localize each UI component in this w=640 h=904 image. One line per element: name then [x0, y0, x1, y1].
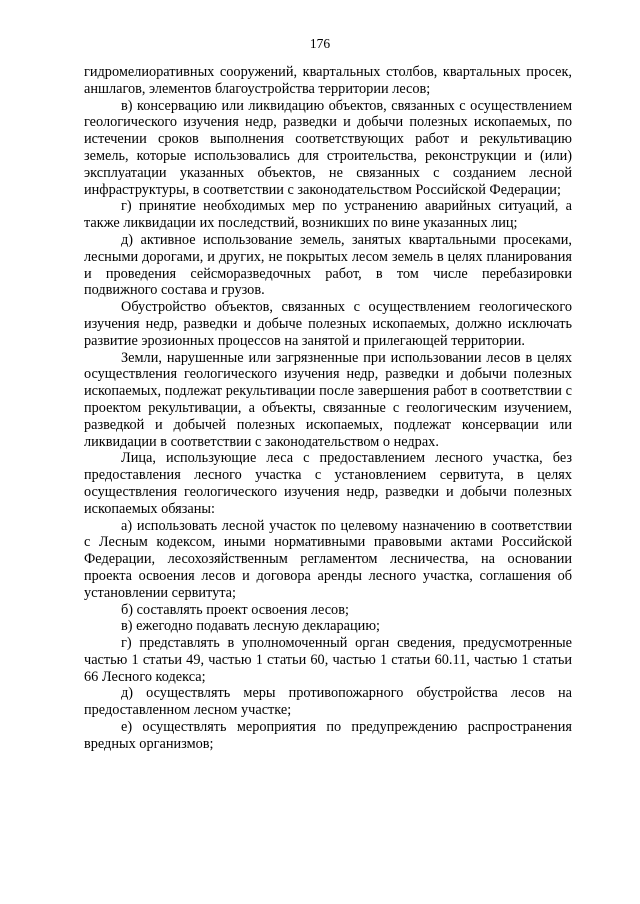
paragraph-item-d: д) активное использование земель, занятых квартальными просеками, лесными дорогами, и других, не покрытых лесом земель в целях планирования и проведения сейсморазведочных работ, в том числе перебазировки подвижного состава и грузов. [84, 231, 572, 299]
obligation-item-b: б) составлять проект освоения лесов; [121, 601, 349, 618]
paragraph-item-v: в) консервацию или ликвидацию объектов, связанных с осуществлением геологического изучения недр, разведки и добычи полезных ископаемых, по истечении сроков выполнения соответствующих работ и рекультивацию земель, которые использовались для строительства, реконструкции и (или) эксплуатации указанных объектов, не связанных с созданием лесной инфраструктуры, в соответствии с законодательством Российской Федерации; [84, 97, 572, 198]
paragraph-obligations-intro: Лица, использующие леса с предоставлением лесного участка, без предоставления лесного участка с установлением сервитута, в целях осуществления геологического изучения недр, разведки и добычи полезных ископаемых обязаны: [84, 450, 572, 517]
obligation-item-g: г) представлять в уполномоченный орган сведения, предусмотренные частью 1 статьи 49, частью 1 статьи 60, частью 1 статьи 60.11, частью 1 статьи 66 Лесного кодекса; [84, 635, 572, 685]
paragraph-item-g: г) принятие необходимых мер по устранению аварийных ситуаций, а также ликвидации их последствий, возникших по вине указанных лиц; [84, 198, 572, 232]
obligation-item-d: д) осуществлять меры противопожарного обустройства лесов на предоставленном лесном участке; [84, 685, 572, 719]
obligation-item-e: е) осуществлять мероприятия по предупреждению распространения вредных организмов; [84, 719, 572, 752]
paragraph-continuation: гидромелиоративных сооружений, квартальных столбов, квартальных просек, аншлагов, элементов благоустройства территории лесов; [84, 64, 572, 97]
document-body [84, 64, 572, 753]
paragraph-disturbed-lands: Земли, нарушенные или загрязненные при использовании лесов в целях осуществления геологического изучения недр, разведки и добычи полезных ископаемых, подлежат рекультивации после завершения работ в соответствии с проектом рекультивации, а объекты, связанные с геологическим изучением, разведкой и добычей полезных ископаемых, подлежат консервации или ликвидации в соответствии с законодательством о недрах. [84, 349, 572, 450]
page-number: 176 [309, 36, 331, 51]
obligation-item-v: в) ежегодно подавать лесную декларацию; [121, 618, 380, 635]
paragraph-arrangement: Обустройство объектов, связанных с осуществлением геологического изучения недр, разведки и добыче полезных ископаемых, должно исключать развитие эрозионных процессов на занятой и прилегающей территории. [84, 299, 572, 349]
obligation-item-a: а) использовать лесной участок по целевому назначению в соответствии с Лесным кодексом, иными нормативными правовыми актами Российской Федерации, лесохозяйственным регламентом лесничества, на основании проекта освоения лесов и договора аренды лесного участка, соглашения об установлении сервитута; [84, 517, 572, 601]
